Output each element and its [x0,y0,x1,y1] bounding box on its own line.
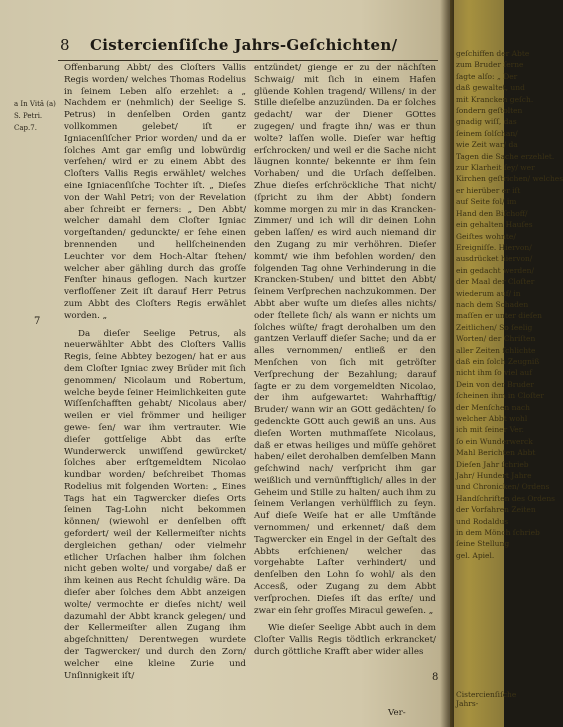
facing-page-line: daß gewaltet, und [456,83,525,93]
page-header [60,36,440,60]
paragraph-7-text: Da dieſer Seelige Petrus, als neuerwählter Abbt des Cloſters Vallis Regis, ſeine Abbtey bezogen/ hat er aus dem Cloſter Igniac zwey Brüder mit ſich genommen/ Nicolaum und Robertum, welche beyde ſeiner Heimlichkeiten gute Wiſſenſchafften gehabt/ Nicolaus aber/ weilen er viel frömmer und heiliger gewe- ſen/ war ihm vertrauter. Wie dieſer gottſelige Abbt das erſte Wunderwerck unwiſſend gewürcket/ ſolches aber erſtgemeldtem Nicolao kundbar worden/ beſchreibet Thomas Rodelius mit folgenden Worten: „ Eines Tags hat ein Tagwercker dieſes Orts ſeinen Tag-Lohn nicht bekommen können/ (wiewohl er denſelben offt gefordert/ weil der Kellermeiſter nichts dergleichen gethan/ oder vielmehr etlicher Urſachen halber ihm ſolchen nicht geben wolte/ und vorgabe/ daß er ihm keinen aus Recht ſchuldig wäre. Da dieſer aber ſolches dem Abbt anzeigen wolte/ vermochte er dieſes nicht/ weil dazumahl der Abbt kranck gelegen/ und der Kellermeiſter allen Zugang ihm abgeſchnitten/ Derentwegen wurdete der Tagwercker/ und durch den Zorn/ welcher eine kleine Zurie und Unſinnigkeit iſt/ [64,328,246,681]
facing-page-line: Geiſtes wohnte/ [456,231,516,241]
paragraph-number-8: 8 [432,672,439,683]
facing-page-line: nicht ihm ſo viel auf [456,368,532,378]
facing-page-line: Zeitlichen/ So ſeelig [456,322,533,332]
running-head: Cistercienſiſche Jahrs-Geſchichten/ [90,36,398,54]
facing-page-line: ausdrücket hiervon/ [456,254,533,264]
facing-page-line: geſchiffen der Abte [456,49,530,58]
facing-page-line: ſcheinen ihm in Cloſter [456,391,544,401]
facing-page-line: Tagen die Sache erzehlet. [456,151,555,161]
facing-page-line: Dieſen Jahr ſchrieb [456,459,529,469]
facing-page-line: Jahr/ Hundert Jahre [456,471,532,481]
facing-page-line: der Maal der Cloſter [456,277,535,287]
facing-page-line: maſſen er unter dieſen [456,311,542,321]
facing-page-line: wie Zeit war/ da [456,140,518,150]
margin-citation: a In Vitâ (a) [14,100,56,108]
facing-page-line: gnadig wiſſ, das [456,117,517,127]
facing-page-line: ich mit ſeiner Ver. [456,425,524,435]
facing-page-line: Handſchriften des Ordens [456,493,556,503]
right-column [254,63,436,659]
facing-page-line: mit Krancken geſch. [456,94,534,104]
facing-page-line: zum Bruder ſerne [456,60,524,70]
facing-page-line: wiederum auf/ in [456,288,521,298]
facing-page-line: der Vorfahren Zeiten [456,505,536,515]
facing-page-line: in dem Mönch ſchrieb [456,528,540,538]
facing-page-line: welcher Abbt wohl [456,414,528,423]
right-column-text: entzündet/ gienge er zu der nächſten Schwaig/ mit ſich in einem Hafen glüende Kohlen tragend/ Willens/ in der Stille dieſelbe anzuzünden. Da er ſolches gedacht/ war der Diener GOttes zugegen/ und fragte ihn/ was er thun wolte? laſſen wolle. Dieſer war heftig erſchrocken/ und weil er die Sache nicht läugnen konnte/ bekennte er ihm ſein Vorhaben/ und die Urſach deſſelben. Zhue dieſes erſchröckliche That nicht/ (ſpricht zu ihm der Abbt) ſondern komme morgen zu mir in das Krancken-Zimmer/ und ich will dir deinen Lohn geben laſſen/ es wird auch niemand dir den Zugang zu mir verhöhren. Dieſer kommt/ wie ihm befohlen worden/ den folgenden Tag ohne Verhinderung in die Krancken-Stuben/ und bittet den Abbt/ ſeinem Verſprechen nachzukommen. Der Abbt aber wuſte um dieſes alles nichts/ oder ſtellete ſich/ als wann er nichts um ſolches wüſte/ fragt derohalben um den gantzen Verlauff dieſer Sache; und da er alles vernommen/ entließ er den Menſchen von ſich mit getröſter Verſprechung der Bezahlung; darauf ſagte er zu dem vorgemeldten Nicolao, der ihm aufgewartet: Wahrhafftig/ Bruder/ wann wir an GOtt gedächten/ ſo gedenckte GOtt auch gewiß an uns. Aus dieſen Worten muthmaſſete Nicolaus, daß er etwas heiliges und müſſe gehöret haben/ eilet derohalben demſelben Mann geſchwind nach/ verſpricht ihm gar weißlich und vernünfftiglich/ alles in der Geheim und Stille zu halten/ auch ihm zu ſeinem Verlangen verhülfflich zu ſeyn. Auf dieſe Weiſe hat er alle Umſtände vernommen/ und erkennet/ daß dem Tagwercker ein Engel in der Geſtalt des Abbts erſchienen/ welcher das vorgehabte Laſter verhindert/ und denſelben den Lohn ſo wohl/ als den Accesß, oder Zugang zu dem Abbt verſprochen. Dieſes iſt das erſte/ und zwar ein ſehr groſſes Miracul geweſen. „ [254,63,436,616]
facing-page-line: ſeinem ſolſchan/ [456,128,518,138]
facing-page-line: ein gedacht werden/ [456,265,535,275]
paragraph-6-text: Offenbarung Abbt/ des Cloſters Vallis Regis worden/ welches Thomas Rodelius in ſeinem Leben alſo erzehlet: a „ Nachdem er (nehmlich) der Seelige S. Petrus) in denſelben Orden gantz vollkommen gelebet/ iſt er Igniacenſiſcher Prior worden/ und da er ſolches Amt gar emſig und lobwürdig verſehen/ wird er zu einem Abbt des Cloſters Vallis Regis erwählet/ welches eine Igniacenſiſche Tochter iſt. „ Dieſes von der Wahl Petri; von der Revelation aber ſchreibt er ferners: „ Den Abbt/ welcher damahl dem Cloſter Igniac vorgeſtanden/ gedunckte/ er ſehe einen brennenden und hellſcheinenden Leuchter vor dem Hoch-Altar ſtehen/ welcher aber gähling durch das groſſe Fenſter hinaus geflogen. Nach kurtzer verfloſſener Zeit iſt darauf Herr Petrus zum Abbt des Cloſters Regis erwählet worden. „ [64,63,246,321]
facing-page-line: nach dem Schaden [456,299,529,309]
left-column [64,63,246,682]
facing-page-line: und Rodaldus [456,516,509,526]
facing-page-text [456,48,563,561]
facing-page-line: ſondern geſtolten [456,106,523,116]
facing-page-line: Kirchen geſtrichen/ welches [456,174,563,184]
facing-page-line: Dein von der Bruder [456,379,534,389]
facing-page-line: und Chronicken/ Ordens [456,482,550,492]
facing-page-line: zur Klarheit ſey/ wer [456,163,535,173]
facing-page-line: ſeine Stellung [456,539,510,549]
book-gutter [440,0,454,727]
facing-page-line: ſo ein Wunderwerck [456,436,533,446]
facing-page-catchword: Cistercienſiſche Jahrs- [456,690,517,708]
facing-page-line: gel. Apiel. [456,550,495,560]
margin-saint: S. Petri. [14,112,43,120]
facing-page-line: ein gehalten Hauſes [456,220,533,230]
paragraph-number-7: 7 [34,316,41,327]
facing-page-line: der Menſchen nach [456,402,530,412]
facing-page-line: Worten/ der Chriſten [456,334,536,344]
facing-page-line: Ereigniſſe. Hiervon/ [456,242,532,252]
facing-page-line: ſagte alſo: „ Der [456,71,518,81]
margin-chapter: Cap.7. [14,124,37,132]
page-number: 8 [60,36,70,54]
facing-page [450,0,563,727]
facing-page-line: auf Seite fol/ im [456,197,517,207]
header-rule [58,60,438,61]
facing-page-line: Hand den Biſchoff/ [456,208,528,218]
facing-page-line: daß ein ſolch Zeugniß [456,356,540,366]
catchword: Ver- [388,708,406,718]
facing-page-line: er hierüber er iſt [456,185,521,195]
paragraph-8-text: Wie dieſer Seelige Abbt auch in dem Cloſter Vallis Regis tödtlich erkrancket/ durch göttliche Krafft aber wider alles [254,623,436,658]
facing-page-line: Mahl Berichten Abbt [456,448,536,458]
facing-page-line: aller Zeiten ſchlichte [456,345,536,355]
